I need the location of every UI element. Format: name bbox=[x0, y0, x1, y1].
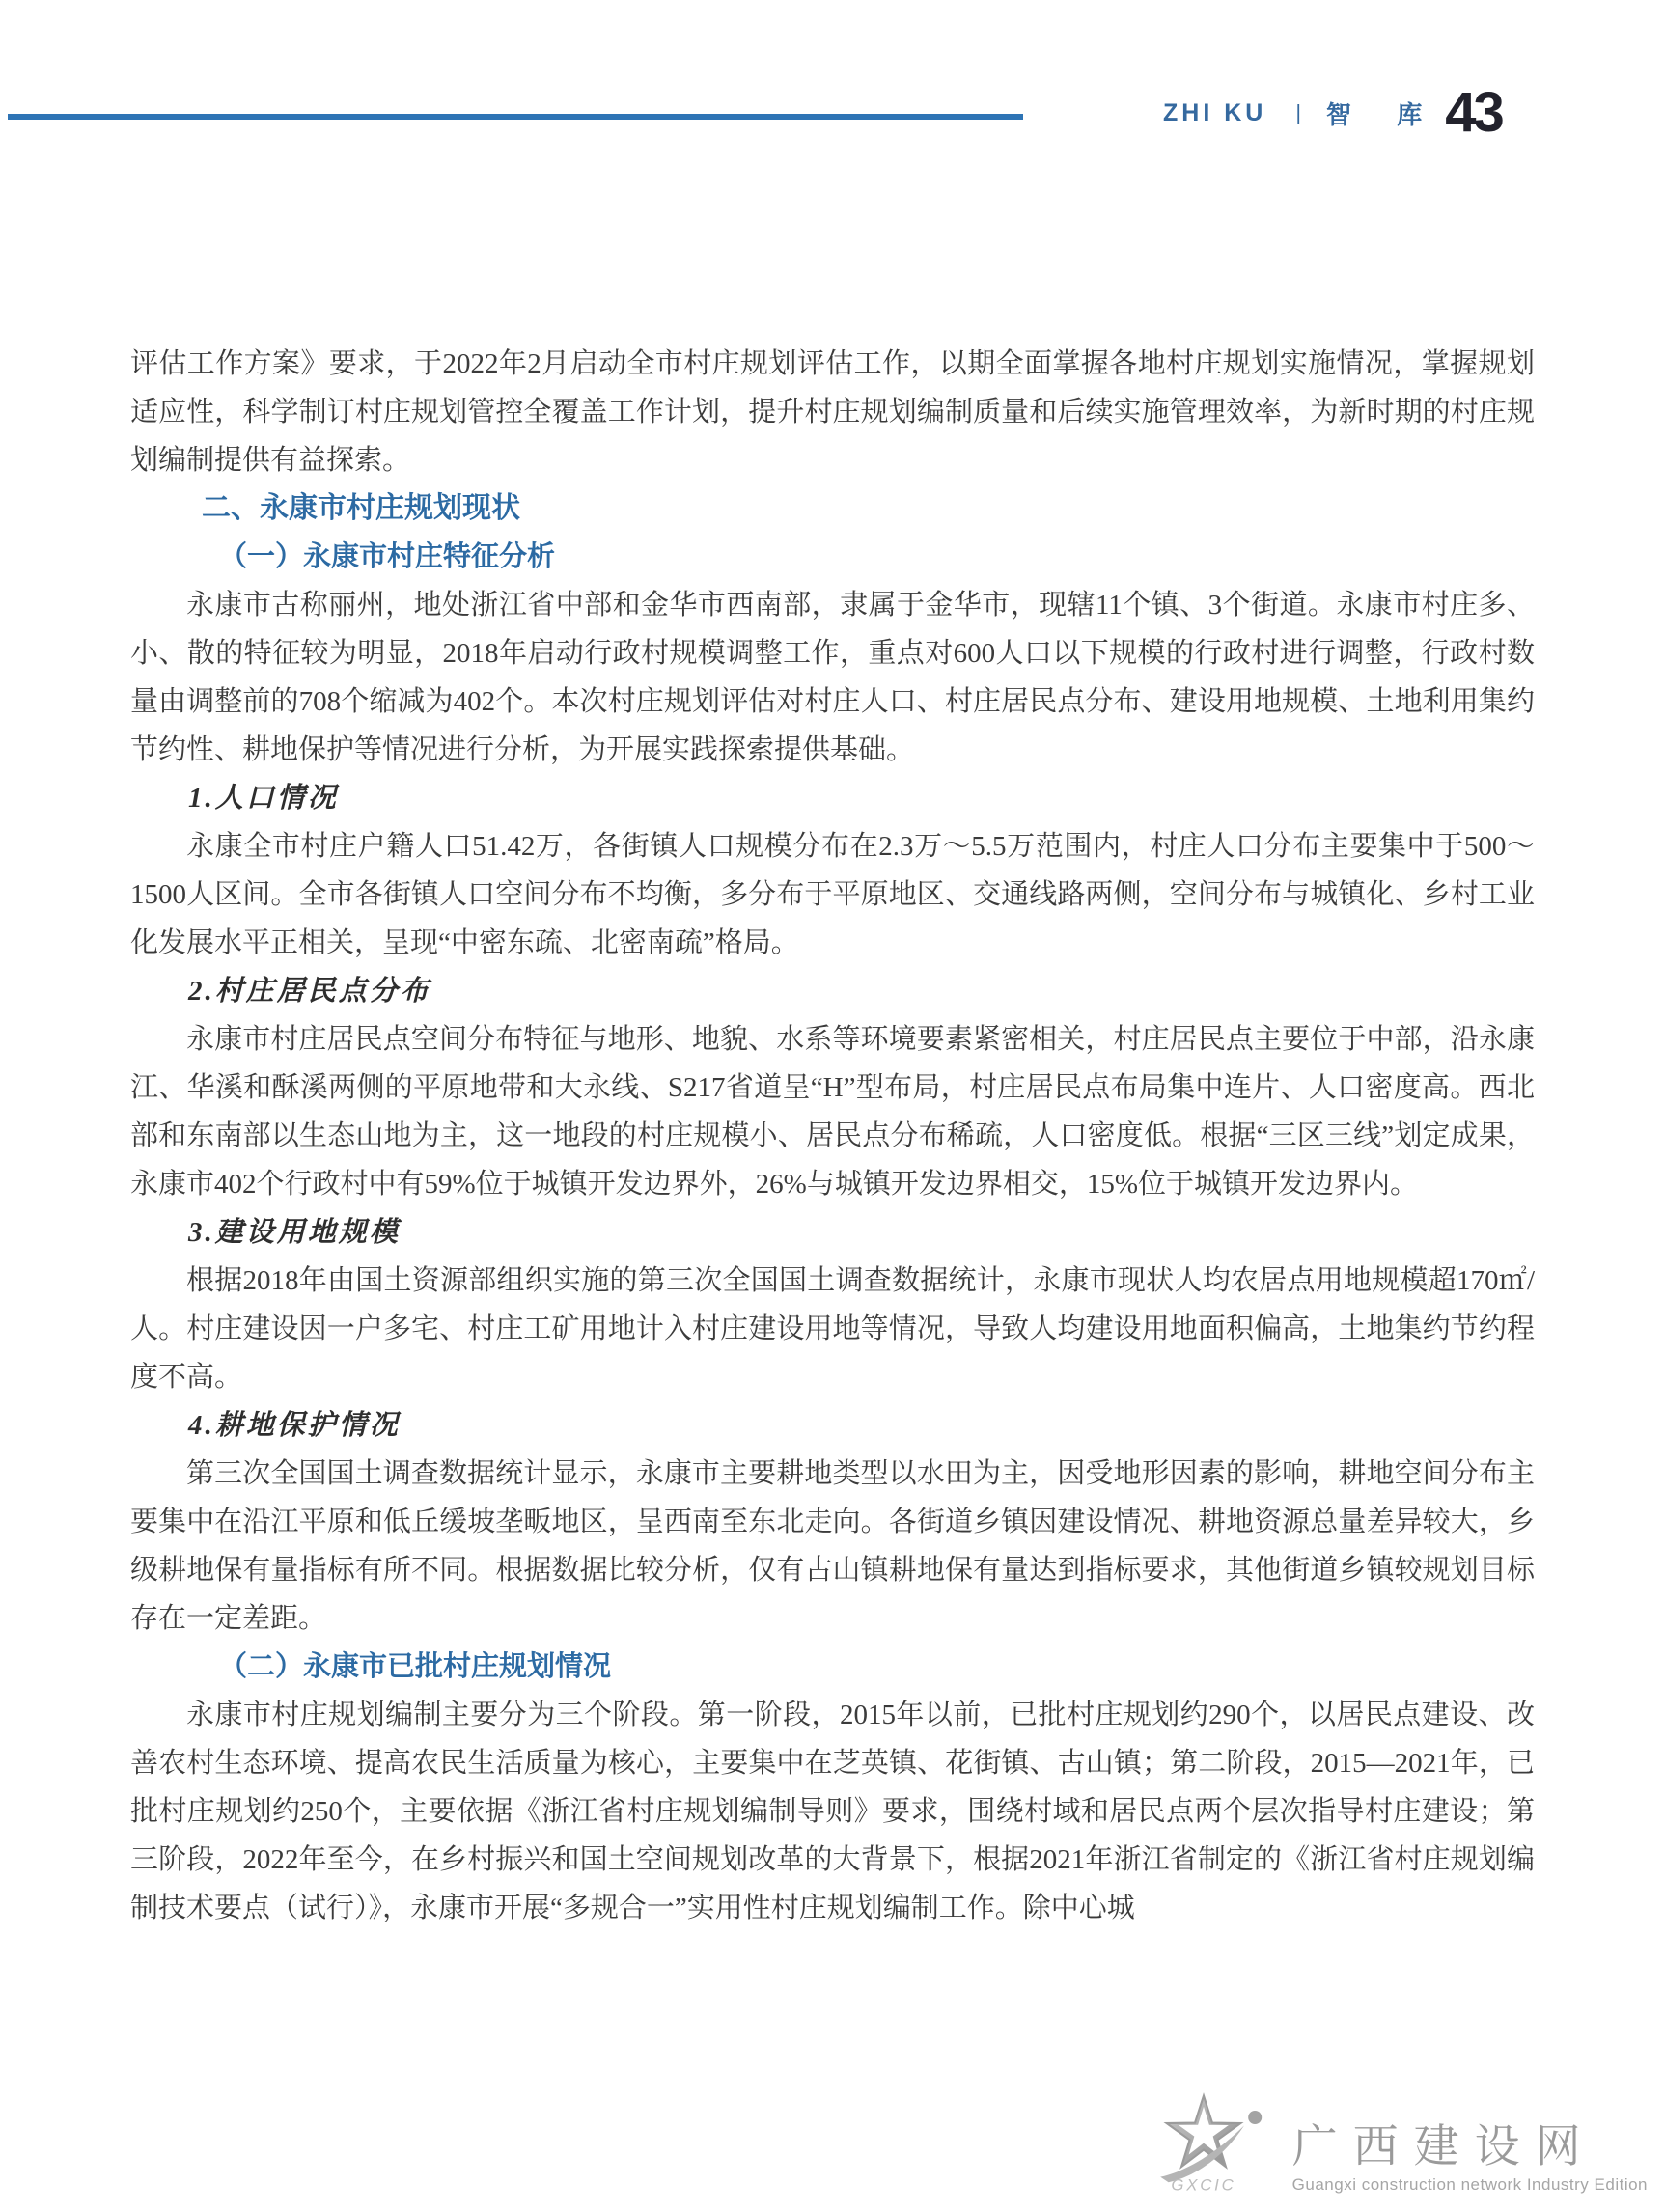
article-body bbox=[130, 340, 1535, 1932]
running-head bbox=[1163, 81, 1502, 144]
journal-name-pinyin: ZHI KU bbox=[1163, 98, 1267, 126]
paragraph-settlements: 永康市村庄居民点空间分布特征与地形、地貌、水系等环境要素紧密相关，村庄居民点主要位于中部，沿永康江、华溪和酥溪两侧的平原地带和大永线、S217省道呈“H”型布局，村庄居民点布局集中连片、人口密度高。西北部和东南部以生态山地为主，这一地段的村庄规模小、居民点分布稀疏，人口密度低。根据“三区三线”划定成果，永康市402个行政村中有59%位于城镇开发边界外，26%与城镇开发边界相交，15%位于城镇开发边界内。 bbox=[130, 1024, 1535, 1200]
paragraph-farmland: 第三次全国国土调查数据统计显示，永康市主要耕地类型以水田为主，因受地形因素的影响，耕地空间分布主要集中在沿江平原和低丘缓坡垄畈地区，呈西南至东北走向。各街道乡镇因建设情况、耕地资源总量差异较大，乡级耕地保有量指标有所不同。根据数据比较分析，仅有古山镇耕地保有量达到指标要求，其他街道乡镇较规划目标存在一定差距。 bbox=[130, 1458, 1535, 1634]
paragraph-construction-land: 根据2018年由国土资源部组织实施的第三次全国国土调查数据统计，永康市现状人均农居点用地规模超170㎡/人。村庄建设因一户多宅、村庄工矿用地计入村庄建设用地等情况，导致人均建设用地面积偏高，土地集约节约程度不高。 bbox=[130, 1265, 1535, 1393]
item-heading-farmland: 4.耕地保护情况 bbox=[188, 1410, 401, 1441]
page-number: 43 bbox=[1445, 81, 1502, 144]
publisher-logo bbox=[1134, 2090, 1648, 2198]
gxcic-acronym-label: GXCIC bbox=[1171, 2175, 1236, 2195]
item-heading-construction-land: 3.建设用地规模 bbox=[188, 1217, 401, 1248]
publisher-name-en: Guangxi construction network Industry Edition bbox=[1291, 2175, 1648, 2194]
paragraph-village-features: 永康市古称丽州，地处浙江省中部和金华市西南部，隶属于金华市，现辖11个镇、3个街道。永康市村庄多、小、散的特征较为明显，2018年启动行政村规模调整工作，重点对600人口以下规模的行政村进行调整，行政村数量由调整前的708个缩减为402个。本次村庄规划评估对村庄人口、村庄居民点分布、建设用地规模、土地利用集约节约性、耕地保护等情况进行分析，为开展实践探索提供基础。 bbox=[130, 590, 1535, 765]
item-heading-population: 1.人口情况 bbox=[188, 783, 339, 814]
section-heading-2: 二、永康市村庄规划现状 bbox=[202, 492, 520, 524]
header-divider-rule bbox=[8, 114, 1023, 120]
subsection-heading-1: （一）永康市村庄特征分析 bbox=[219, 541, 556, 572]
item-heading-settlements: 2.村庄居民点分布 bbox=[188, 976, 431, 1007]
journal-name-cn: 智 库 bbox=[1326, 99, 1442, 129]
paragraph-intro-continued: 评估工作方案》要求，于2022年2月启动全市村庄规划评估工作，以期全面掌握各地村庄规划实施情况，掌握规划适应性，科学制订村庄规划管控全覆盖工作计划，提升村庄规划编制质量和后续实施管理效率，为新时期的村庄规划编制提供有益探索。 bbox=[130, 348, 1535, 476]
gxcic-star-icon bbox=[1134, 2090, 1287, 2198]
paragraph-population: 永康全市村庄户籍人口51.42万，各街镇人口规模分布在2.3万～5.5万范围内，村庄人口分布主要集中于500～1500人区间。全市各街镇人口空间分布不均衡，多分布于平原地区、交通线路两侧，空间分布与城镇化、乡村工业化发展水平正相关，呈现“中密东疏、北密南疏”格局。 bbox=[130, 831, 1535, 958]
paragraph-approved-plans: 永康市村庄规划编制主要分为三个阶段。第一阶段，2015年以前，已批村庄规划约290个，以居民点建设、改善农村生态环境、提高农民生活质量为核心，主要集中在芝英镇、花街镇、古山镇；第二阶段，2015—2021年，已批村庄规划约250个，主要依据《浙江省村庄规划编制导则》要求，围绕村域和居民点两个层次指导村庄建设；第三阶段，2022年至今，在乡村振兴和国土空间规划改革的大背景下，根据2021年浙江省制定的《浙江省村庄规划编制技术要点（试行）》，永康市开展“多规合一”实用性村庄规划编制工作。除中心城 bbox=[130, 1700, 1535, 1923]
publisher-name-cn: 广西建设网 bbox=[1291, 2122, 1596, 2173]
header-separator: | bbox=[1295, 100, 1302, 124]
publisher-logo-text bbox=[1292, 2123, 1648, 2198]
subsection-heading-2: （二）永康市已批村庄规划情况 bbox=[219, 1651, 612, 1682]
